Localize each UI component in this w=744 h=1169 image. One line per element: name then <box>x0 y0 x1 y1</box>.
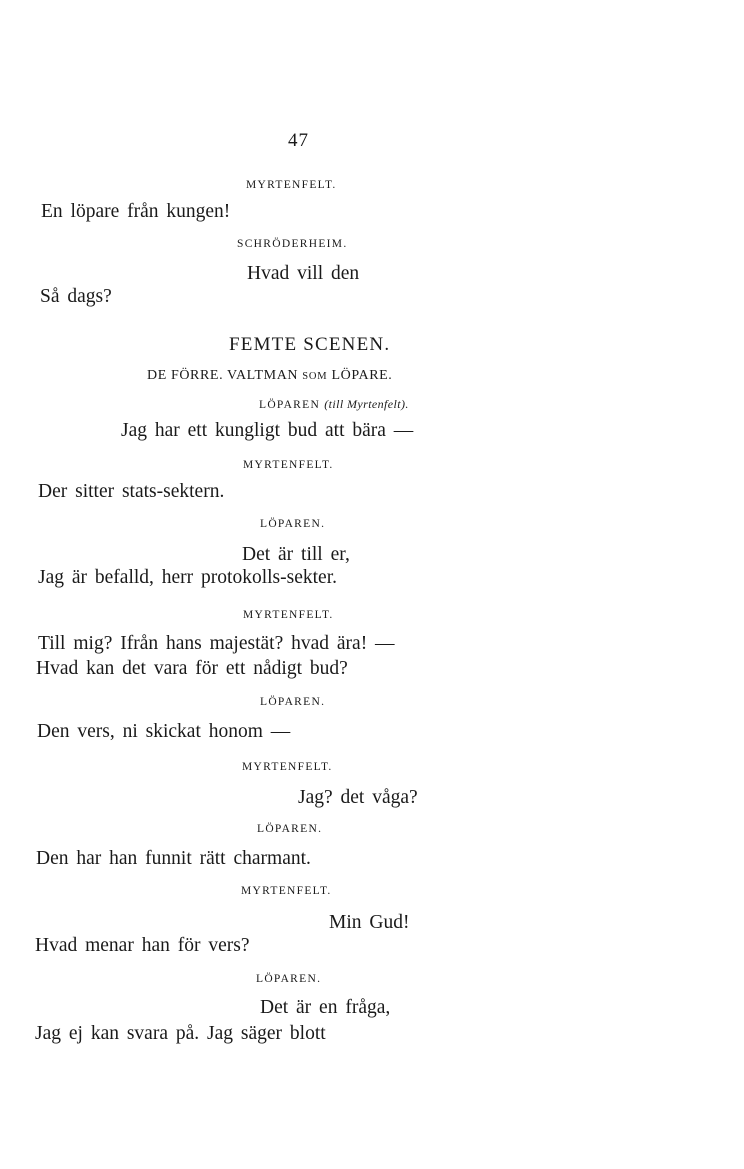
verse-line: Den har han funnit rätt charmant. <box>36 848 311 869</box>
speaker-with-direction <box>259 398 409 412</box>
cast-list <box>147 369 392 383</box>
speaker-name: LÖPAREN. <box>257 823 323 835</box>
verse-line: En löpare från kungen! <box>41 201 231 222</box>
speaker-name: LÖPAREN. <box>256 973 322 985</box>
verse-line: Till mig? Ifrån hans majestät? hvad ära! — <box>38 633 395 654</box>
speaker-name: MYRTENFELT. <box>242 761 333 773</box>
scene-heading: FEMTE SCENEN. <box>229 334 391 355</box>
page-number: 47 <box>288 130 309 151</box>
verse-line: Det är till er, <box>242 544 350 565</box>
speaker-name: MYRTENFELT. <box>241 885 332 897</box>
speaker-name: SCHRÖDERHEIM. <box>237 238 348 250</box>
stage-direction: (till Myrtenfelt). <box>324 397 409 411</box>
verse-line: Hvad vill den <box>247 263 360 284</box>
speaker-name: LÖPAREN. <box>260 696 326 708</box>
verse-line: Hvad menar han för vers? <box>35 935 250 956</box>
verse-line: Jag är befalld, herr protokolls-sekter. <box>38 567 337 588</box>
speaker-name: MYRTENFELT. <box>246 179 337 191</box>
verse-line: Det är en fråga, <box>260 997 391 1018</box>
speaker-name: MYRTENFELT. <box>243 609 334 621</box>
speaker-name: LÖPAREN <box>259 399 321 411</box>
verse-line: Jag ej kan svara på. Jag säger blott <box>35 1023 326 1044</box>
speaker-name: MYRTENFELT. <box>243 459 334 471</box>
speaker-name: LÖPAREN. <box>260 518 326 530</box>
verse-line: Så dags? <box>40 286 112 307</box>
cast-role: LÖPARE. <box>331 368 393 383</box>
verse-line: Hvad kan det vara för ett nådigt bud? <box>36 658 348 679</box>
verse-line: Min Gud! <box>329 912 410 933</box>
verse-line: Jag har ett kungligt bud att bära — <box>121 420 414 441</box>
verse-line: Der sitter stats-sektern. <box>38 481 225 502</box>
cast-connector: SOM <box>302 371 328 382</box>
verse-line: Jag? det våga? <box>298 787 418 808</box>
verse-line: Den vers, ni skickat honom — <box>37 721 291 742</box>
cast-names: DE FÖRRE. VALTMAN <box>147 368 299 383</box>
